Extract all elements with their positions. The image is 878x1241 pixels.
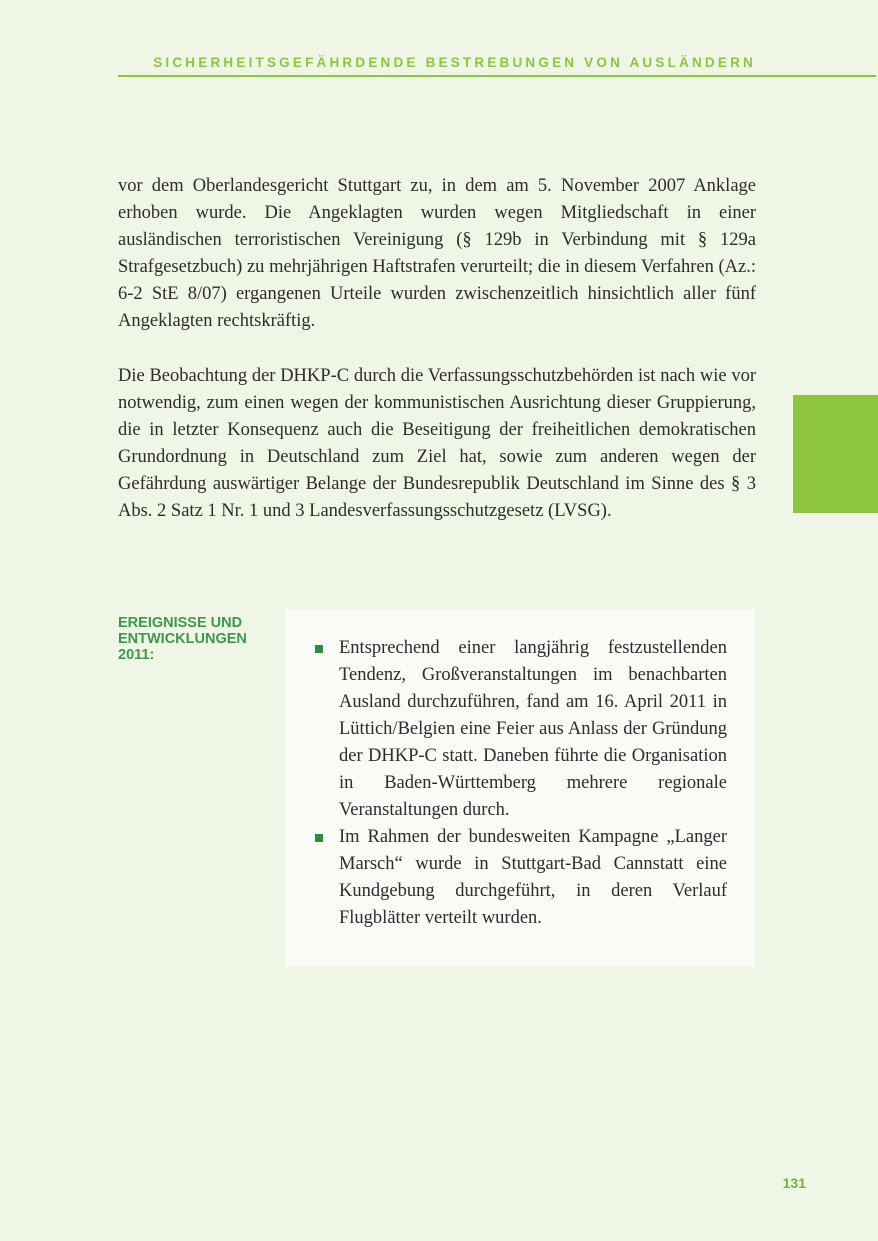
side-heading-line-2: ENTWICKLUNGEN (118, 631, 247, 647)
running-header-title: SICHERHEITSGEFÄHRDENDE BESTREBUNGEN VON AUSLÄNDERN (153, 55, 756, 70)
header-divider (118, 75, 876, 77)
side-heading-line-1: EREIGNISSE UND (118, 615, 243, 631)
body-paragraph-1: vor dem Oberlandesgericht Stuttgart zu, in dem am 5. November 2007 Anklage erhoben wurde. Die Angeklagten wurden wegen Mitgliedschaft in einer ausländischen terroristischen Vereinigung (§ 129b in Verbindung mit § 129a Strafgesetzbuch) zu mehrjährigen Haftstrafen verurteilt; die in diesem Verfahren (Az.: 6-2 StE 8/07) ergangenen Urteile wurden zwischenzeitlich hinsichtlich aller fünf Angeklagten rechtskräftig. (118, 176, 756, 331)
section-side-heading (118, 615, 278, 663)
events-list (315, 635, 727, 932)
events-box (285, 609, 755, 967)
list-item (315, 824, 727, 932)
list-item-text: Entsprechend einer langjährig festzustellenden Tendenz, Großveranstaltungen im benachbarten Ausland durchzuführen, fand am 16. April 2011 in Lüttich/Belgien eine Feier aus Anlass der Gründung der DHKP-C statt. Daneben führte die Organisation in Baden-Württemberg mehrere regionale Veranstaltungen durch. (339, 638, 727, 820)
square-bullet-icon (315, 645, 323, 653)
list-item (315, 635, 727, 824)
chapter-thumb-tab (793, 395, 878, 513)
square-bullet-icon (315, 834, 323, 842)
body-paragraph-2: Die Beobachtung der DHKP-C durch die Verfassungsschutzbehörden ist nach wie vor notwendig, zum einen wegen der kommunistischen Ausrichtung dieser Gruppierung, die in letzter Konsequenz auch die Beseitigung der freiheitlichen demokratischen Grundordnung in Deutschland zum Ziel hat, sowie zum anderen wegen der Gefährdung auswärtiger Belange der Bundesrepublik Deutschland im Sinne des § 3 Abs. 2 Satz 1 Nr. 1 und 3 Landesverfassungsschutzgesetz (LVSG). (118, 366, 756, 521)
side-heading-line-3: 2011: (118, 647, 155, 663)
list-item-text: Im Rahmen der bundesweiten Kampagne „Langer Marsch“ wurde in Stuttgart-Bad Cannstatt eine Kundgebung durchgeführt, in deren Verlauf Flugblätter verteilt wurden. (339, 827, 727, 928)
page-number: 131 (782, 1175, 806, 1191)
